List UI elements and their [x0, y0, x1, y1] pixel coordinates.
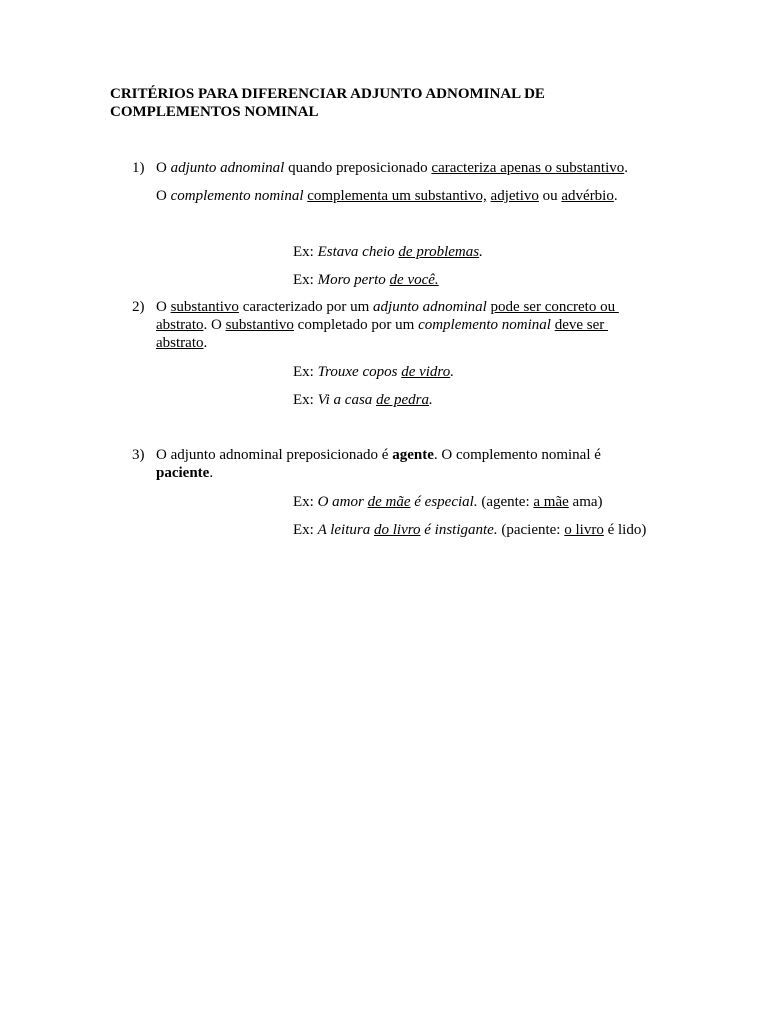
example-prefix: Ex: — [293, 494, 318, 510]
bold-term: paciente — [156, 465, 210, 481]
item-2-line-1 — [156, 298, 619, 316]
example-prefix: Ex: — [293, 244, 318, 260]
underlined-text: abstrato — [156, 317, 204, 333]
example-underlined: do livro — [373, 522, 421, 538]
italic-term: adjunto adnominal — [373, 299, 487, 315]
item-1-number: 1) — [132, 160, 145, 176]
item-2-line-2 — [156, 316, 608, 334]
item-3-example-1 — [293, 493, 603, 511]
example-italic: é instigante. — [420, 522, 498, 538]
item-1-example-1 — [293, 243, 483, 261]
text: O — [156, 188, 171, 204]
item-1-line-1 — [156, 159, 628, 177]
example-italic: Trouxe copos — [317, 364, 402, 380]
example-italic: é especial. — [410, 494, 478, 510]
text: ou — [538, 188, 562, 204]
underlined-text: complementa um substantivo, — [307, 188, 487, 204]
title-line-1: CRITÉRIOS PARA DIFERENCIAR ADJUNTO ADNOMINAL DE — [110, 86, 545, 102]
item-1-example-2 — [293, 271, 439, 289]
item-1-line-2 — [156, 187, 618, 205]
text: caracterizado por um — [238, 299, 374, 315]
example-prefix: Ex: — [293, 522, 318, 538]
bold-term: agente — [392, 447, 434, 463]
example-end: . — [450, 364, 454, 380]
text: quando preposicionado — [284, 160, 432, 176]
text: . — [203, 335, 208, 351]
text: O adjunto adnominal preposicionado é — [156, 447, 393, 463]
italic-term: complemento nominal — [170, 188, 304, 204]
example-italic: Estava cheio — [317, 244, 399, 260]
underlined-text: substantivo — [225, 317, 294, 333]
text: . O complemento nominal é — [433, 447, 601, 463]
item-3-number: 3) — [132, 447, 145, 463]
item-2-example-2 — [293, 391, 433, 409]
example-end: . — [479, 244, 483, 260]
example-note: (paciente: — [497, 522, 565, 538]
item-2-line-3 — [156, 334, 207, 352]
italic-term: complemento nominal — [418, 317, 551, 333]
item-3-example-2 — [293, 521, 646, 539]
underlined-text: substantivo — [170, 299, 239, 315]
underlined-text: advérbio — [561, 188, 614, 204]
item-2-number: 2) — [132, 299, 145, 315]
example-italic: O amor — [317, 494, 368, 510]
text: . O — [203, 317, 226, 333]
example-underlined: de mãe — [367, 494, 411, 510]
example-note-underlined: a mãe — [533, 494, 569, 510]
example-prefix: Ex: — [293, 272, 318, 288]
example-underlined: de pedra — [376, 392, 429, 408]
text: completado por um — [293, 317, 419, 333]
item-3-line-1 — [156, 446, 601, 464]
example-prefix: Ex: — [293, 364, 318, 380]
underlined-text: adjetivo — [490, 188, 539, 204]
text: O — [156, 299, 171, 315]
example-italic: A leitura — [317, 522, 374, 538]
underlined-text: deve ser — [554, 317, 609, 333]
example-note: é lido) — [603, 522, 647, 538]
text: O — [156, 160, 171, 176]
underlined-text: abstrato — [156, 335, 204, 351]
underlined-text: caracteriza apenas o substantivo — [431, 160, 625, 176]
italic-term: adjunto adnominal — [170, 160, 285, 176]
text: . — [624, 160, 628, 176]
example-note: ama) — [568, 494, 603, 510]
item-3-line-2 — [156, 464, 213, 482]
example-underlined: de problemas — [398, 244, 480, 260]
example-note: (agente: — [477, 494, 534, 510]
example-note-underlined: o livro — [564, 522, 604, 538]
example-underlined: de você. — [389, 272, 439, 288]
example-italic: Vi a casa — [317, 392, 377, 408]
example-italic: Moro perto — [317, 272, 390, 288]
example-underlined: de vidro — [401, 364, 451, 380]
text: . — [613, 188, 618, 204]
document-title — [110, 85, 670, 121]
underlined-text: pode ser concreto ou — [490, 299, 619, 315]
example-prefix: Ex: — [293, 392, 318, 408]
text: . — [209, 465, 214, 481]
title-line-2: COMPLEMENTOS NOMINAL — [110, 104, 319, 120]
item-2-example-1 — [293, 363, 454, 381]
example-end: . — [428, 392, 433, 408]
